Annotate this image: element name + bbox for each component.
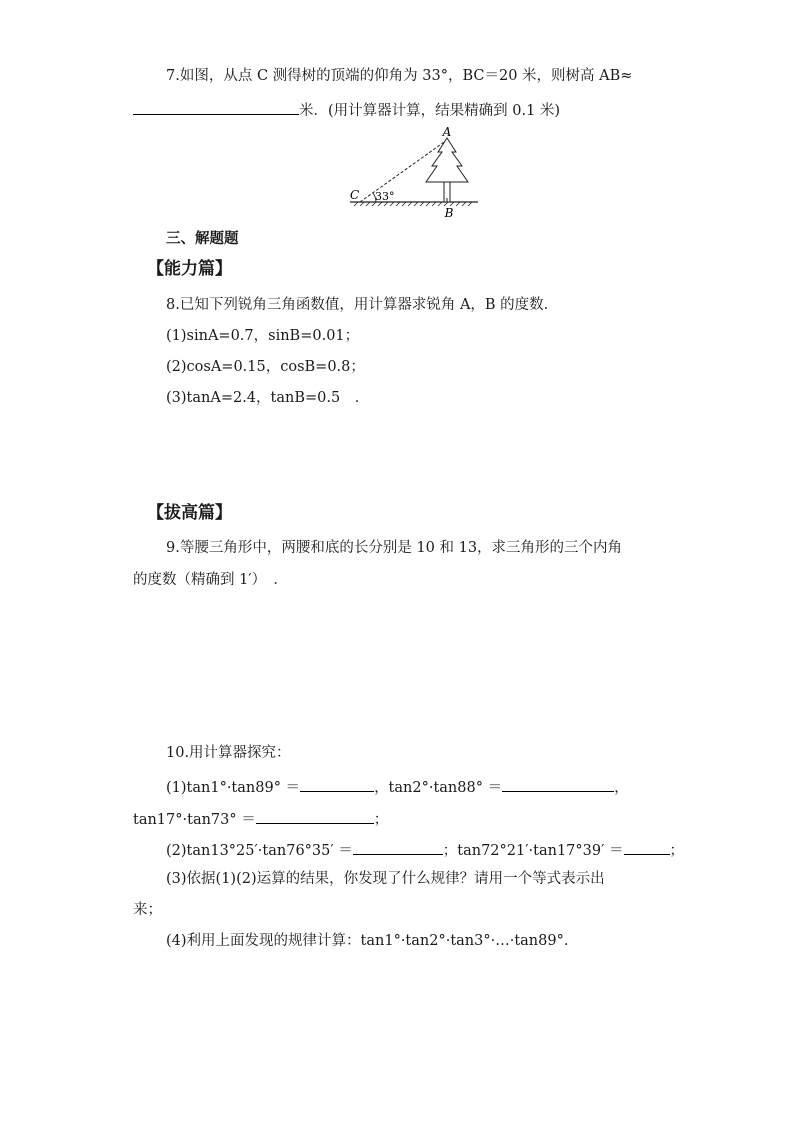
q10-p1b: ，tan2°·tan88° ＝ [374,780,503,796]
q10-blank-4[interactable] [353,840,443,855]
q7-line1: 7.如图，从点 C 测得树的顶端的仰角为 33°，BC＝20 米，则树高 AB≈ [166,68,633,84]
q7-line2-row [133,100,560,120]
q9-line2: 的度数（精确到 1′） ． [133,572,288,588]
q10-p1d: tan17°·tan73° ＝ [133,812,256,828]
q7-line2: 米．(用计算器计算，结果精确到 0.1 米) [299,103,561,119]
q9-line1: 9.等腰三角形中，两腰和底的长分别是 10 和 13，求三角形的三个内角 [166,540,623,556]
label-b: B [444,206,454,220]
ground-hatching [354,202,472,206]
advance-heading: 【拔高篇】 [147,503,232,523]
q10-blank-1[interactable] [300,777,374,792]
q10-p1c: ， [614,780,629,796]
q10-part3-line2: 来； [133,902,162,918]
q10-part3-line1: (3)依据(1)(2)运算的结果，你发现了什么规律？请用一个等式表示出 [166,871,605,887]
q10-part1-row2 [133,809,388,829]
q8-item-1: (1)sinA=0.7，sinB=0.01； [166,328,360,344]
ability-heading: 【能力篇】 [147,259,232,279]
q10-p1e: ； [373,812,389,828]
q8-item-2: (2)cosA=0.15，cosB=0.8； [166,359,365,375]
q7-answer-blank[interactable] [133,100,299,115]
q10-part1-row [166,777,629,797]
q10-stem: 10.用计算器探究： [166,745,291,761]
tree-icon [426,138,468,202]
part3-heading: 三、解题题 [166,230,239,247]
q10-blank-2[interactable] [502,777,614,792]
angle-label: 33° [375,190,395,203]
q8-stem: 8.已知下列锐角三角函数值，用计算器求锐角 A，B 的度数． [166,297,559,313]
q10-blank-5[interactable] [624,840,670,855]
label-c: C [350,188,360,202]
label-a: A [442,125,452,139]
q10-p2c: ； [669,843,684,859]
tree-elevation-figure [346,124,481,224]
q10-p1a: (1)tan1°·tan89° ＝ [166,780,301,796]
q10-p2a: (2)tan13°25′·tan76°35′ ＝ [166,843,353,859]
q10-blank-3[interactable] [256,809,374,824]
q8-item-3: (3)tanA=2.4，tanB=0.5 ． [166,390,370,406]
q10-part4: (4)利用上面发现的规律计算：tan1°·tan2°·tan3°·…·tan89°. [166,933,569,949]
q10-p2b: ；tan72°21′·tan17°39′ ＝ [442,843,624,859]
q10-part2-row [166,840,684,860]
